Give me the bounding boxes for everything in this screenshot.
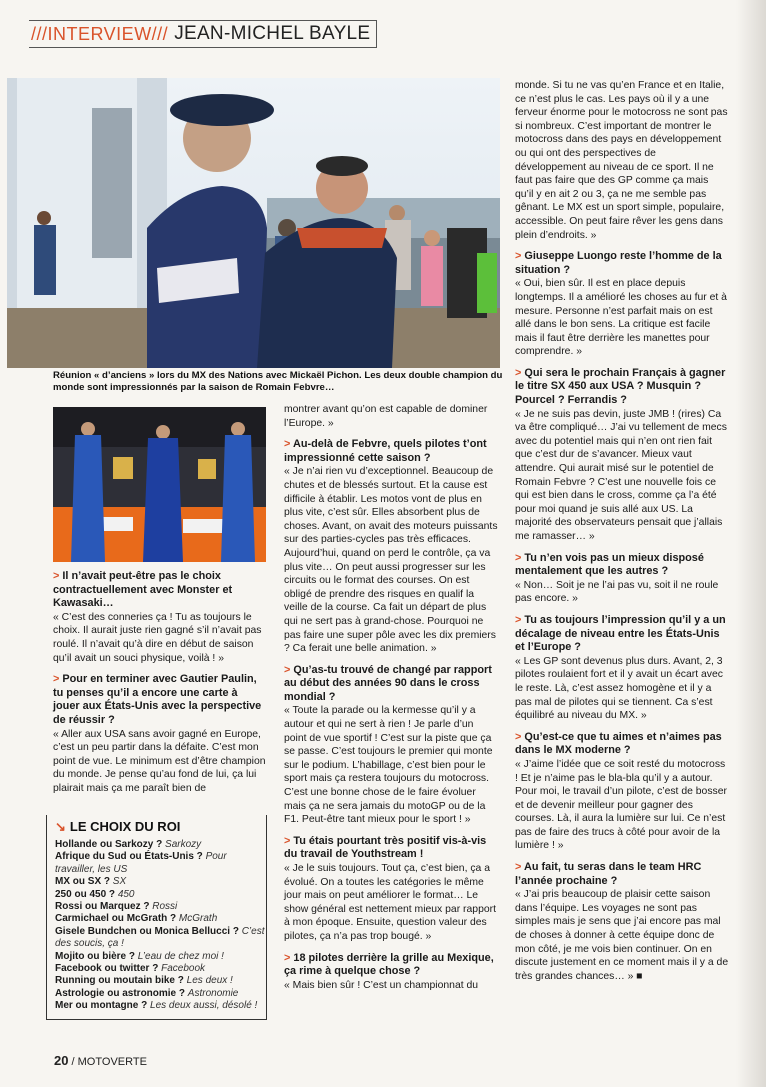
qa-item	[284, 664, 498, 827]
question: > Qui sera le prochain Français à gagner le titre SX 450 aux USA ? Musquin ? Pourcel ? Ferrandis ?	[515, 366, 726, 407]
answer: « J’ai pris beaucoup de plaisir cette saison dans l’équipe. Les voyages ne sont pas simples mais je sens que j’ai encore pas mal de choses à donner à cette équipe donc de mon côté, je me vois bien continuer. On en discute justement en ce moment mais il y a de très grandes chances… » ■	[515, 889, 729, 982]
qa-item	[515, 552, 729, 606]
qa-item	[284, 438, 498, 656]
answer: « Oui, bien sûr. Il est en place depuis longtemps. Il a amélioré les choses au fur et à mesure. Personne n’est parfait mais on est allé dans le bon sens. La critique est facile mais il faut être derrière les manettes pour comprendre. »	[515, 278, 727, 358]
list-item: Afrique du Sud ou États-Unis ? Pour travailler, les US	[55, 851, 227, 875]
qa-item	[515, 367, 729, 544]
arrow-icon: >	[515, 366, 525, 379]
list-item: Mojito ou bière ? L’eau de chez moi !	[55, 950, 224, 962]
question: > Il n’avait peut-être pas le choix contractuellement avec Monster et Kawasaki…	[53, 570, 233, 610]
box-title: ↘ LE CHOIX DU ROI	[55, 819, 181, 834]
question: > Au-delà de Febvre, quels pilotes t’ont impressionné cette saison ?	[284, 438, 487, 464]
list-item: Running ou moutain bike ? Les deux !	[55, 975, 233, 987]
arrow-icon: >	[284, 951, 294, 964]
choix-du-roi-box	[46, 815, 267, 1020]
qa-item	[53, 570, 267, 665]
arrow-icon: >	[53, 673, 63, 686]
article-header	[29, 20, 377, 48]
list-item: Rossi ou Marquez ? Rossi	[55, 901, 178, 913]
arrow-icon: >	[284, 834, 294, 847]
question: > Giuseppe Luongo reste l’homme de la situation ?	[515, 250, 722, 276]
qa-item	[515, 731, 729, 853]
column-2	[284, 403, 498, 1000]
answer: « Aller aux USA sans avoir gagné en Europe, c’est un peu partir dans la défaite. C’est mon point de vue. Le minimum est d’être champion du monde. Je pense qu’au fond de lui, ça lui plairait mais ça me paraît bien de	[53, 728, 266, 794]
section-tag: ///INTERVIEW///	[31, 23, 169, 44]
list-item: Carmichael ou McGrath ? McGrath	[55, 913, 218, 925]
chevron-icon: ↘	[55, 819, 66, 834]
question: > Tu as toujours l’impression qu’il y a un décalage de niveau entre les États-Unis et l’Europe ?	[515, 613, 726, 654]
arrow-icon: >	[53, 570, 63, 582]
answer: « Les GP sont devenus plus durs. Avant, 2, 3 pilotes roulaient fort et il y avait un écart avec le reste. Là, c’est assez homogène et il y a pas mal de pilotes qui se tiennent. Ca s’est équilibré au niveau du MX. »	[515, 655, 723, 722]
list-item: Astrologie ou astronomie ? Astronomie	[55, 987, 239, 999]
qa-item	[515, 79, 729, 242]
question: > Au fait, tu seras dans le team HRC l’année prochaine ?	[515, 861, 702, 887]
answer: « Toute la parade ou la kermesse qu’il y a autour et qui ne sert à rien ! Je parle d’un point de vue sportif ! C’est sur la piste que ça se passe. C’est toujours le premier qui monte sur le podium. L’habillage, c’est bien pour le sport mais ça restera toujours du motocross. C’est une bonne chose de le faire évoluer mais ça ne sera jamais du motoGP ou de la F1. Peut-être tant mieux pour le sport ! »	[284, 705, 493, 826]
list-item: MX ou SX ? SX	[55, 876, 127, 888]
arrow-icon: >	[515, 730, 525, 743]
qa-item	[515, 250, 729, 359]
answer: « Je le suis toujours. Tout ça, c’est bien, ça a évolué. On a toutes les catégories le même jour mais on peut améliorer le format… Le show général est nettement mieux par rapport à mon époque. Ensuite, question valeur des pilotes, ça n’a pas trop bougé. »	[284, 863, 496, 942]
choices-list	[55, 839, 265, 1013]
column-3	[515, 79, 729, 991]
question: > Qu’as-tu trouvé de changé par rapport au début des années 90 dans le cross mondial ?	[284, 663, 492, 703]
magazine-name: / MOTOVERTE	[71, 1056, 147, 1068]
question: > Qu’est-ce que tu aimes et n’aimes pas dans le MX moderne ?	[515, 730, 722, 757]
photo-caption: Réunion « d’anciens » lors du MX des Nations avec Mickaël Pichon. Les deux double champion du monde sont impressionnés par la saison de Romain Febvre…	[53, 370, 503, 393]
page-footer	[54, 1053, 147, 1068]
question: > 18 pilotes derrière la grille au Mexique, ça rime à quelque chose ?	[284, 951, 494, 978]
answer: « Je n’ai rien vu d’exceptionnel. Beaucoup de chutes et de blessés surtout. Et la cause est difficile à établir. Les motos vont de plus en plus vite, c’est sûr. Elles absorbent plus de choses. Avant, on avait des moteurs puissants sur des parties-cycles pas très efficaces. Aujourd’hui, quand on perd le contrôle, ça va plus vite… On peut aussi progresser sur les circuits ou le format des courses. On est obligé de prendre des risques en qualif la veille de la course. Ca fait un départ de plus qui ne sert pas à grand-chose. Pourquoi ne pas faire une super pôle avec les dix premiers ? Ca ferait une belle animation. »	[284, 466, 498, 655]
qa-item	[284, 835, 498, 944]
list-item: Facebook ou twitter ? Facebook	[55, 963, 206, 975]
list-item: 250 ou 450 ? 450	[55, 888, 135, 900]
arrow-icon: >	[284, 663, 294, 676]
answer: « C’est des conneries ça ! Tu as toujours le choix. Il aurait juste rien gagné s’il n’avait pas roulé. Il n’avait qu’à dire en début de saison qu’il avait un souci physique, voilà ! »	[53, 611, 262, 664]
question: > Tu n’en vois pas un mieux disposé mentalement que les autres ?	[515, 551, 704, 578]
question: > Pour en terminer avec Gautier Paulin, tu penses qu’il a encore une carte à jouer aux États-Unis avec la perspective de réussir ?	[53, 673, 262, 726]
arrow-icon: >	[515, 250, 525, 263]
page-number: 20	[54, 1053, 69, 1068]
list-item: Hollande ou Sarkozy ? Sarkozy	[55, 839, 202, 850]
arrow-icon: >	[284, 438, 293, 451]
page-gutter-shadow	[736, 0, 766, 1087]
qa-item	[284, 952, 498, 993]
podium-photo	[53, 407, 266, 562]
list-item: Mer ou montagne ? Les deux aussi, désolé !	[55, 1000, 258, 1012]
list-item: Gisele Bundchen ou Monica Bellucci ? C’est des soucis, ça !	[55, 925, 265, 950]
qa-item	[515, 861, 729, 983]
top-photo	[7, 78, 500, 368]
answer: « Mais bien sûr ! C’est un championnat du	[284, 979, 479, 991]
arrow-icon: >	[515, 861, 524, 874]
column-1	[53, 570, 267, 804]
qa-item	[53, 673, 267, 795]
answer: montrer avant qu’on est capable de dominer l’Europe. »	[284, 404, 488, 429]
arrow-icon: >	[515, 551, 525, 564]
arrow-icon: >	[515, 613, 525, 626]
qa-item	[515, 614, 729, 723]
qa-item	[284, 403, 498, 430]
answer: monde. Si tu ne vas qu’en France et en Italie, ce n’est plus le cas. Les pays où il y a une ferveur énorme pour le motocross ne sont pas si nombreux. C’est important de montrer le motocross dans des pays en développement ou qui ont des perspectives de développement au niveau de ce sport. Il ne faut pas faire que des GP comme ça mais qu’il y en ait 2 ou 3, ça ne me semble pas gênant. Le MX est un sport simple, populaire, accessible. On peut faire rêver les gens dans plein d’endroits. »	[515, 80, 728, 241]
answer: « Je ne suis pas devin, juste JMB ! (rires) Ca va être compliqué… J’ai vu tellement de mecs avec du potentiel mais qui n’en ont rien fait que c’est dur de s’avancer. Mieux vaut attendre. Qui aurait misé sur le potentiel de Romain Febvre ? C’est une nouvelle fois ce qui est bien dans le cross, comme ça l’a été pour moi quand je suis allé aux US. La majorité des observateurs pensait que j’allais me ramasser… »	[515, 408, 727, 542]
answer: « J’aime l’idée que ce soit resté du motocross ! Et je n’aime pas le bla-bla qu’il y a autour. Pour moi, le travail d’un pilote, c’est de bosser et de devenir meilleur pour gagner des courses. Là, il aura la lumière sur lui. Ce n’est pas de faire des trucs à côté pour avoir de la lumière ! »	[515, 758, 727, 852]
answer: « Non… Soit je ne l’ai pas vu, soit il ne roule pas encore. »	[515, 579, 719, 605]
question: > Tu étais pourtant très positif vis-à-vis du travail de Youthstream !	[284, 834, 487, 861]
interviewee-name: JEAN-MICHEL BAYLE	[174, 23, 371, 44]
